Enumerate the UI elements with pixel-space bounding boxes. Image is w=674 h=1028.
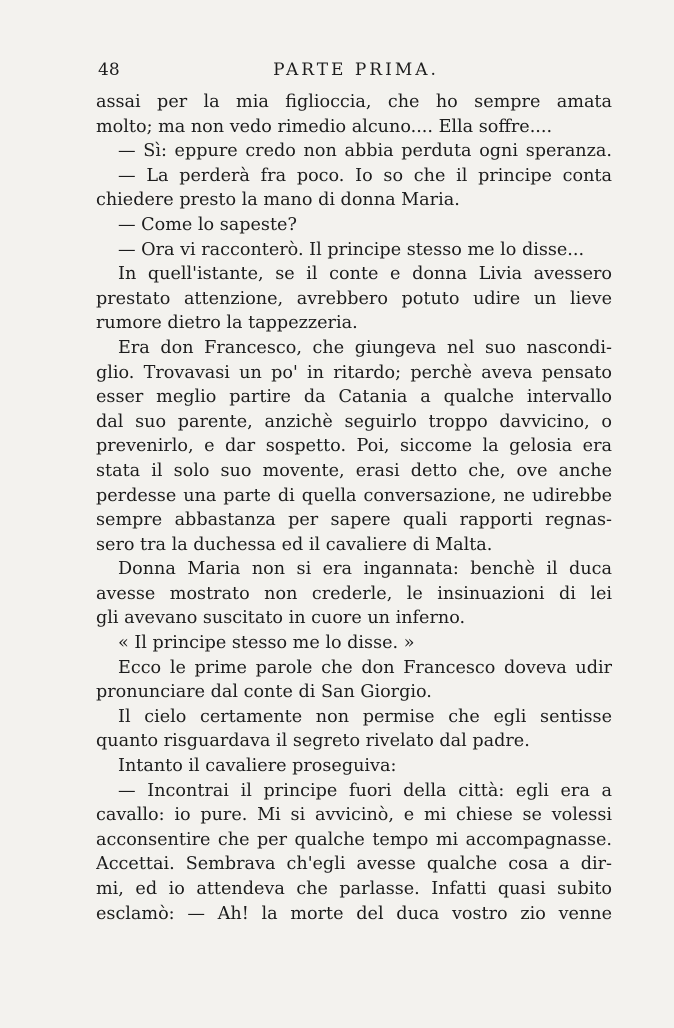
text-line: sero tra la duchessa ed il cavaliere di Malta. — [96, 534, 493, 555]
text-line: cavallo: io pure. Mi si avvicinò, e mi chiese se volessi — [96, 805, 612, 826]
text-line: glio. Trovavasi un po' in ritardo; perchè aveva pensato — [96, 362, 612, 383]
text-line: acconsentire che per qualche tempo mi accompagnasse. — [96, 829, 612, 850]
text-line: esclamò: — Ah! la morte del duca vostro zio venne — [96, 903, 612, 924]
text-line: assai per la mia figlioccia, che ho sempre amata — [96, 92, 612, 112]
text-line: — Sì: eppure credo non abbia perduta ogni speranza. — [118, 141, 612, 162]
text-line: Era don Francesco, che giungeva nel suo nascondi- — [118, 337, 612, 358]
text-line: — Incontrai il principe fuori della città: egli era a — [118, 780, 612, 801]
running-title: PARTE PRIMA. — [273, 60, 439, 80]
text-line: — La perderà fra poco. Io so che il principe conta — [118, 165, 612, 186]
text-line: prestato attenzione, avrebbero potuto udire un lieve — [96, 288, 612, 309]
text-line: molto; ma non vedo rimedio alcuno.... Ella soffre.... — [96, 116, 553, 137]
page-number: 48 — [98, 60, 120, 80]
text-line: Donna Maria non si era ingannata: benchè il duca — [118, 559, 612, 580]
text-line: dal suo parente, anzichè seguirlo troppo davvicino, o — [96, 411, 612, 432]
text-line: Il cielo certamente non permise che egli sentisse — [118, 706, 612, 727]
text-line: quanto risguardava il segreto rivelato dal padre. — [96, 731, 530, 752]
text-line: chiedere presto la mano di donna Maria. — [96, 190, 460, 211]
text-line: — Ora vi racconterò. Il principe stesso me lo disse... — [118, 239, 585, 260]
text-line: esser meglio partire da Catania a qualche intervallo — [96, 387, 612, 408]
text-line: perdesse una parte di quella conversazione, ne udirebbe — [96, 485, 612, 506]
text-line: prevenirlo, e dar sospetto. Poi, siccome la gelosia era — [96, 436, 612, 457]
text-line: Accettai. Sembrava ch'egli avesse qualche cosa a dir- — [96, 854, 612, 875]
text-line: sempre abbastanza per sapere quali rapporti regnas- — [96, 510, 612, 531]
text-line: « Il principe stesso me lo disse. » — [118, 633, 415, 654]
text-line: gli avevano suscitato in cuore un inferno. — [96, 608, 466, 629]
text-line: Ecco le prime parole che don Francesco doveva udir — [118, 657, 612, 678]
page-header — [96, 60, 616, 84]
text-line: In quell'istante, se il conte e donna Livia avessero — [118, 264, 612, 285]
body-text — [96, 90, 612, 926]
text-line: avesse mostrato non crederle, le insinuazioni di lei — [96, 583, 612, 604]
text-line: rumore dietro la tappezzeria. — [96, 313, 358, 334]
text-line: — Come lo sapeste? — [118, 214, 297, 235]
text-line: stata il solo suo movente, erasi detto che, ove anche — [96, 460, 612, 481]
text-line: pronunciare dal conte di San Giorgio. — [96, 682, 432, 703]
text-line: Intanto il cavaliere proseguiva: — [118, 756, 397, 777]
text-line: mi, ed io attendeva che parlasse. Infatti quasi subito — [96, 879, 612, 899]
